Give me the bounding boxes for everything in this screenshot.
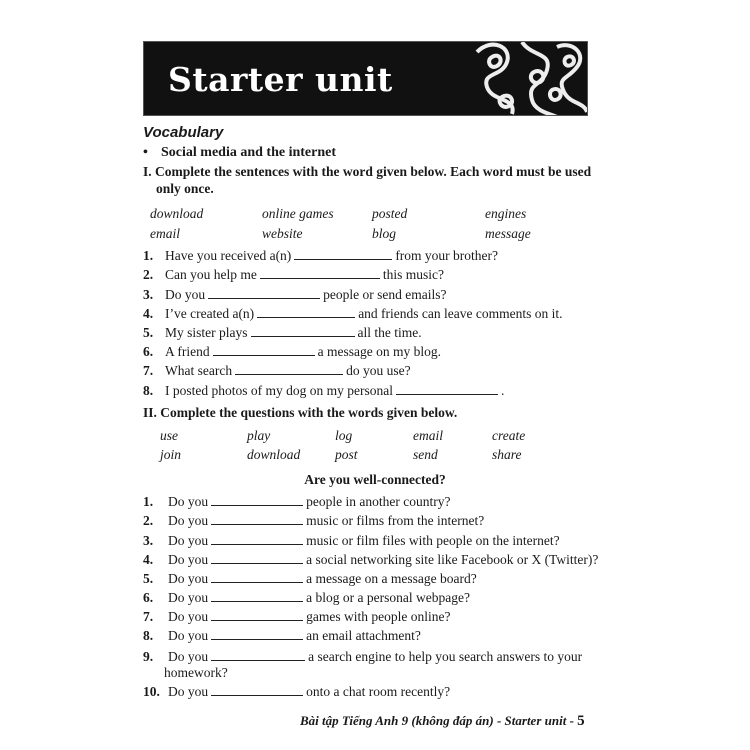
answer-blank[interactable] bbox=[211, 591, 303, 602]
exercise2-item-9-continuation: homework? bbox=[164, 665, 228, 680]
item-text-before: My sister plays bbox=[165, 325, 248, 340]
word-bank-item: website bbox=[262, 226, 303, 241]
word-bank-item: share bbox=[492, 447, 522, 462]
item-text-before: What search bbox=[165, 363, 233, 378]
item-text-before: A friend bbox=[165, 344, 210, 359]
answer-blank[interactable] bbox=[257, 307, 355, 318]
exercise1-instruction-line1: I. Complete the sentences with the word given below. Each word must be used bbox=[143, 164, 592, 179]
quiz-subtitle: Are you well-connected? bbox=[304, 472, 446, 487]
unit-banner bbox=[143, 41, 588, 116]
item-number: 4. bbox=[143, 306, 154, 321]
exercise1-item-3 bbox=[143, 287, 446, 303]
item-text-after: music or film files with people on the internet? bbox=[306, 533, 560, 548]
word-bank-item: email bbox=[413, 428, 443, 443]
exercise1-item-5 bbox=[143, 325, 422, 341]
item-text-after: a social networking site like Facebook or X (Twitter)? bbox=[306, 552, 599, 567]
exercise1-item-4 bbox=[143, 306, 563, 322]
bullet-icon: • bbox=[143, 145, 148, 160]
item-text-after: games with people online? bbox=[306, 609, 451, 624]
item-text-before: Do you bbox=[168, 590, 209, 605]
item-number: 7. bbox=[143, 363, 154, 378]
word-bank-item: download bbox=[150, 206, 204, 221]
answer-blank[interactable] bbox=[251, 326, 355, 337]
word-bank-item: message bbox=[485, 226, 531, 241]
item-text-before: Do you bbox=[168, 649, 209, 664]
exercise2-item-9 bbox=[143, 649, 582, 665]
answer-blank[interactable] bbox=[211, 514, 303, 525]
bullet-topic bbox=[143, 145, 336, 161]
item-number: 2. bbox=[143, 513, 154, 528]
item-text-after: from your brother? bbox=[395, 248, 499, 263]
item-text-after: a blog or a personal webpage? bbox=[306, 590, 470, 605]
exercise2-instruction: II. Complete the questions with the words given below. bbox=[143, 405, 458, 420]
answer-blank[interactable] bbox=[211, 629, 303, 640]
item-text-after: an email attachment? bbox=[306, 628, 421, 643]
item-number: 1. bbox=[143, 248, 154, 263]
exercise1-item-1 bbox=[143, 248, 498, 264]
item-text-after: music or films from the internet? bbox=[306, 513, 485, 528]
item-number: 2. bbox=[143, 267, 154, 282]
item-text-before: Do you bbox=[168, 609, 209, 624]
item-text-before: Do you bbox=[168, 628, 209, 643]
item-number: 8. bbox=[143, 628, 154, 643]
answer-blank[interactable] bbox=[235, 364, 343, 375]
word-bank-item: play bbox=[247, 428, 271, 443]
item-number: 8. bbox=[143, 383, 154, 398]
exercise1-item-7 bbox=[143, 363, 411, 379]
item-text-before: Do you bbox=[168, 552, 209, 567]
item-number: 6. bbox=[143, 590, 154, 605]
exercise2-item-2 bbox=[143, 513, 484, 529]
exercise2-item-3 bbox=[143, 533, 560, 549]
footer-text: Bài tập Tiếng Anh 9 (không đáp án) - Starter unit - bbox=[300, 713, 574, 728]
answer-blank[interactable] bbox=[211, 553, 303, 564]
exercise1-item-2 bbox=[143, 267, 444, 283]
item-text-before: Do you bbox=[168, 494, 209, 509]
answer-blank[interactable] bbox=[260, 268, 380, 279]
exercise1-instruction-line2: only once. bbox=[156, 181, 214, 196]
answer-blank[interactable] bbox=[213, 345, 315, 356]
item-text-after: a message on my blog. bbox=[317, 344, 441, 359]
answer-blank[interactable] bbox=[211, 572, 303, 583]
word-bank-item: engines bbox=[485, 206, 527, 221]
item-text-before: Can you help me bbox=[165, 267, 257, 282]
answer-blank[interactable] bbox=[211, 534, 303, 545]
bullet-topic-text: Social media and the internet bbox=[161, 145, 336, 160]
item-text-after: a message on a message board? bbox=[306, 571, 477, 586]
word-bank-item: join bbox=[160, 447, 182, 462]
item-text-before: Do you bbox=[168, 513, 209, 528]
item-number: 10. bbox=[143, 684, 160, 699]
item-text-after: this music? bbox=[382, 267, 444, 282]
item-text-before: Do you bbox=[168, 684, 209, 699]
item-number: 4. bbox=[143, 552, 154, 567]
word-bank-item: log bbox=[335, 428, 353, 443]
item-text-before: Do you bbox=[168, 533, 209, 548]
item-text-before: Do you bbox=[165, 287, 206, 302]
answer-blank[interactable] bbox=[208, 288, 320, 299]
item-number: 6. bbox=[143, 344, 154, 359]
exercise1-item-8 bbox=[143, 383, 504, 399]
word-bank-item: send bbox=[413, 447, 438, 462]
item-text-after: all the time. bbox=[357, 325, 422, 340]
word-bank-item: blog bbox=[372, 226, 397, 241]
item-number: 7. bbox=[143, 609, 154, 624]
exercise2-item-8 bbox=[143, 628, 421, 644]
exercise2-item-10 bbox=[143, 684, 450, 700]
item-text-before: I’ve created a(n) bbox=[165, 306, 255, 321]
section-heading: Vocabulary bbox=[143, 124, 224, 141]
word-bank-item: online games bbox=[262, 206, 334, 221]
exercise2-item-7 bbox=[143, 609, 450, 625]
item-number: 3. bbox=[143, 287, 154, 302]
word-bank-item: use bbox=[160, 428, 178, 443]
page-footer bbox=[300, 713, 585, 730]
item-text-after: people or send emails? bbox=[323, 287, 447, 302]
answer-blank[interactable] bbox=[211, 685, 303, 696]
answer-blank[interactable] bbox=[211, 495, 303, 506]
item-text-before: Have you received a(n) bbox=[165, 248, 292, 263]
exercise2-item-4 bbox=[143, 552, 598, 568]
exercise1-item-6 bbox=[143, 344, 441, 360]
decorative-pattern bbox=[472, 42, 587, 116]
word-bank-item: post bbox=[335, 447, 358, 462]
item-number: 3. bbox=[143, 533, 154, 548]
item-text-before: Do you bbox=[168, 571, 209, 586]
exercise2-item-1 bbox=[143, 494, 450, 510]
item-text-after: do you use? bbox=[346, 363, 411, 378]
exercise2-item-5 bbox=[143, 571, 477, 587]
item-text-after: onto a chat room recently? bbox=[306, 684, 451, 699]
item-number: 1. bbox=[143, 494, 154, 509]
item-number: 9. bbox=[143, 649, 154, 664]
item-text-after: and friends can leave comments on it. bbox=[358, 306, 563, 321]
word-bank-item: create bbox=[492, 428, 526, 443]
item-number: 5. bbox=[143, 571, 154, 586]
answer-blank[interactable] bbox=[211, 650, 305, 661]
page-title: Starter unit bbox=[168, 60, 393, 99]
item-number: 5. bbox=[143, 325, 154, 340]
answer-blank[interactable] bbox=[396, 384, 498, 395]
answer-blank[interactable] bbox=[211, 610, 303, 621]
word-bank-item: email bbox=[150, 226, 180, 241]
word-bank-item: posted bbox=[372, 206, 408, 221]
page-number: 5 bbox=[577, 713, 585, 729]
item-text-after: a search engine to help you search answers to your bbox=[308, 649, 583, 664]
item-text-after: . bbox=[500, 383, 505, 398]
item-text-before: I posted photos of my dog on my personal bbox=[165, 383, 393, 398]
item-text-after: people in another country? bbox=[306, 494, 451, 509]
exercise2-item-6 bbox=[143, 590, 470, 606]
answer-blank[interactable] bbox=[294, 249, 392, 260]
word-bank-item: download bbox=[247, 447, 301, 462]
